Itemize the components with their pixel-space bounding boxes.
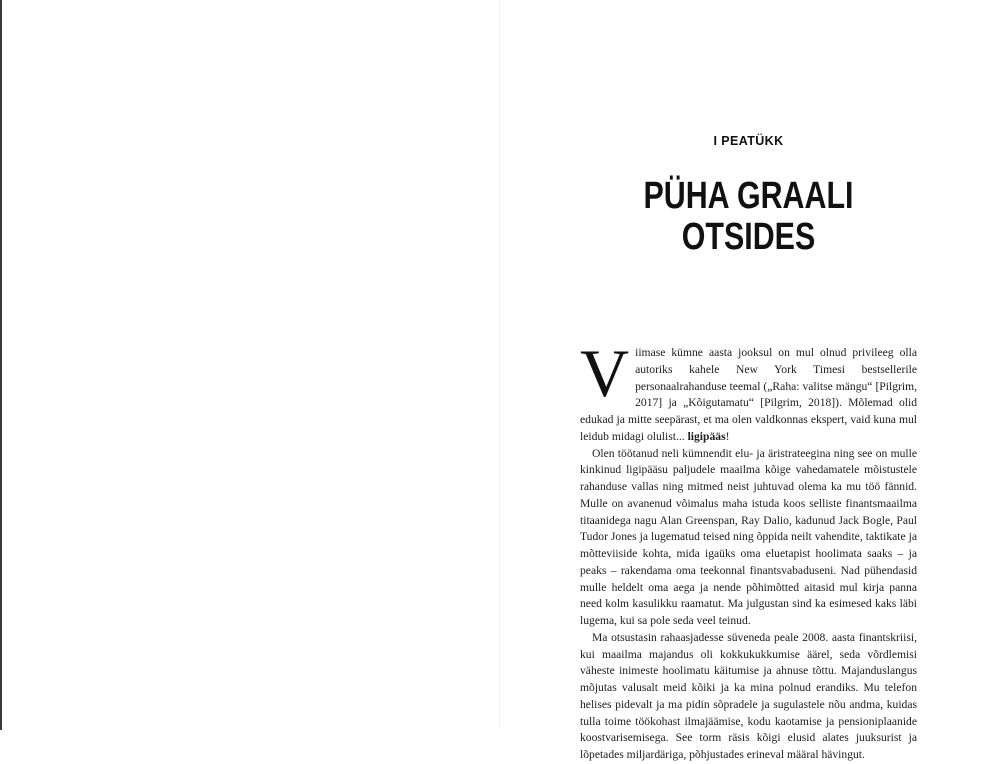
chapter-body-text xyxy=(580,335,917,764)
paragraph-1 xyxy=(580,335,917,446)
paragraph-3: Ma otsustasin rahaasjadesse süveneda peale 2008. aasta finantskriisi, kui maailma majandus oli kokkukukkumise äärel, seda võrdlemisi väheste inimeste hoolimatu käitumise ja ahnuse tõttu. Majanduslangus mõjutas valusalt meid kõiki ja ka mina polnud erandiks. Mu telefon helises pidevalt ja ma pidin sõpradele ja sugulastele nõu andma, kuidas tulla toime töökohast ilmajäämise, kodu kaotamise ja pensioniplaanide koostvarisemisega. See torm räsis kõigi elusid alates juuksurist ja lõpetades miljardäriga, põhjustades erineval määral hävingut. xyxy=(580,630,917,761)
paragraph-1-text: iimase kümne aasta jooksul on mul olnud privileeg olla autoriks kahele New York Timesi bestsellerile personaalrahanduse teemal („Raha: valitse mängu“ [Pilgrim, 2017] ja „Kõigutamatu“ [Pilgrim, 2018]). Mõlemad olid edukad ja mitte seepärast, et ma olen valdkonnas ekspert, vaid kuna mul leidub midagi olulist... xyxy=(580,346,917,443)
paragraph-1-end: ! xyxy=(725,429,730,443)
paragraph-2: Olen töötanud neli kümnendit elu- ja äristrateegina ning see on mulle kinkinud ligipääsu paljudele maailma kõige vahedamatele mõistustele rahanduse vallas ning mitmed neist juhtuvad olema ka mu töö fännid. Mulle on avanenud võimalus maha istuda koos selliste finantsmaailma titaanidega nagu Alan Greenspan, Ray Dalio, kadunud Jack Bogle, Paul Tudor Jones ja lugematud teised ning õppida neilt vahendite, taktikate ja mõtteviiside kohta, mida igaüks oma eluetapist hoolimata saaks – ja peaks – rakendama oma teekonnal finantsvabaduseni. Nad pühendasid mulle heldelt oma aega ja nende põhimõtted aitasid mul kirja panna need kolm kasulikku raamatut. Ma julgustan sind ka esimesed kaks läbi lugema, kui sa pole seda veel teinud. xyxy=(580,446,917,627)
chapter-title-line-1: PÜHA GRAALI xyxy=(643,175,854,217)
chapter-title xyxy=(614,176,884,258)
chapter-title-line-2: OTSIDES xyxy=(681,216,816,258)
paragraph-1-emphasis: ligipääs xyxy=(687,429,726,443)
chapter-label: I PEATÜKK xyxy=(713,134,784,148)
spread-gutter xyxy=(499,0,500,730)
left-page-edge xyxy=(0,0,2,730)
drop-cap: V xyxy=(580,335,630,411)
